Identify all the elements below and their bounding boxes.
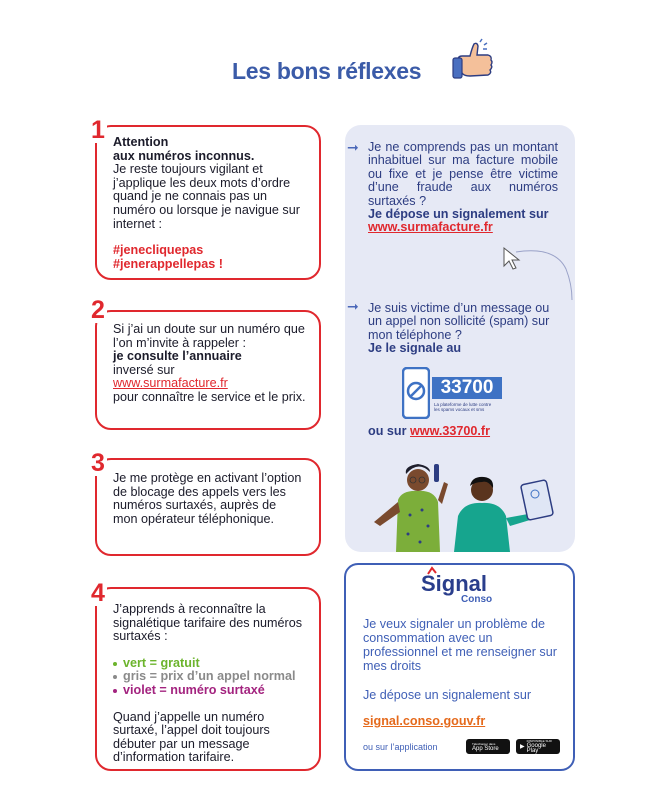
legend-label-green: vert = gratuit: [123, 655, 200, 670]
step-4-content: [113, 603, 311, 765]
panel-block-1-action: Je dépose un signalement sur: [368, 207, 549, 222]
step-number-1: 1: [91, 116, 105, 144]
or-on-label: ou sur: [368, 424, 407, 438]
bullet-dot: [113, 675, 117, 679]
step-2-line-3: pour connaître le service et le prix.: [113, 389, 306, 404]
google-play-badge[interactable]: [516, 739, 560, 754]
legend-item-green: [113, 657, 311, 671]
step-number-3: 3: [91, 449, 105, 477]
33700-link[interactable]: www.33700.fr: [409, 424, 491, 438]
panel-block-2: [368, 302, 560, 356]
logo-caption-1: La plateforme de lutte contre: [434, 402, 492, 407]
app-store-top-text: Télécharger dans: [472, 741, 496, 746]
arrow-right-icon: ➞: [347, 298, 359, 314]
step-1-body: Je reste toujours vigilant et j’applique les deux mots d’ordre quand je ne connais pas un numéro ou lorsque je navigue sur internet :: [113, 162, 300, 231]
legend-item-violet: [113, 684, 311, 698]
panel-block-1: [368, 141, 558, 235]
panel-surmafacture-link[interactable]: www.surmafacture.fr: [368, 220, 493, 235]
people-illustration: [360, 460, 560, 552]
signal-app-text: ou sur l’application: [363, 742, 438, 752]
bullet-dot: [113, 689, 117, 693]
step-2-bold: je consulte l’annuaire: [113, 349, 242, 364]
legend-label-grey: gris = prix d’un appel normal: [123, 669, 296, 684]
arrow-right-icon: ➞: [347, 139, 359, 155]
cursor-icon: [500, 244, 580, 304]
legend-item-grey: [113, 670, 311, 684]
step-2-line-1: Si j’ai un doute sur un numéro que l’on m’invite à rappeler :: [113, 322, 305, 350]
hashtag-jenecliquepas: #jenecliquepas: [113, 243, 204, 258]
phone-icon: [402, 367, 430, 419]
signal-logo-accent-icon: [426, 566, 446, 576]
panel-block-2-text: Je suis victime d’un message ou un appel non sollicité (spam) sur mon téléphone ?: [368, 301, 550, 342]
step-2-content: [113, 323, 311, 405]
app-store-label: App Store: [472, 745, 499, 752]
signal-conso-logo: [421, 572, 501, 612]
bullet-dot: [113, 662, 117, 666]
legend-label-violet: violet = numéro surtaxé: [123, 682, 265, 697]
signal-logo-sub: Conso: [461, 594, 493, 605]
step-2-line-2: inversé sur: [113, 362, 175, 377]
signal-conso-link[interactable]: signal.conso.gouv.fr: [363, 714, 486, 728]
step-4-outro: Quand j’appelle un numéro surtaxé, l’appel doit toujours débuter par un message d’information tarifaire.: [113, 709, 270, 765]
app-store-badge[interactable]: [466, 739, 510, 754]
step-1-content: [113, 136, 309, 271]
step-number-2: 2: [91, 296, 105, 324]
step-1-heading-1: Attention: [113, 135, 169, 149]
logo-33700-number: 33700: [432, 377, 502, 399]
thumbs-up-icon: [450, 38, 496, 84]
panel-or-line: [368, 425, 490, 438]
signal-body: Je veux signaler un problème de consommation avec un professionnel et me renseigner sur mes droits: [363, 617, 557, 673]
logo-33700: [402, 367, 502, 419]
google-play-icon: ▶: [520, 744, 525, 750]
hashtag-jenerappellepas: #jenerappellepas !: [113, 256, 223, 271]
signal-action: Je dépose un signalement sur: [363, 688, 532, 702]
step-number-4: 4: [91, 579, 105, 607]
page-title: Les bons réflexes: [232, 58, 422, 84]
signal-logo-main: Signal: [421, 571, 488, 596]
panel-block-2-action: Je le signale au: [368, 341, 462, 356]
logo-caption-2: les spams vocaux et sms: [434, 407, 485, 412]
step-4-intro: J’apprends à reconnaître la signalétique tarifaire des numéros surtaxés :: [113, 602, 303, 644]
surmafacture-link[interactable]: www.surmafacture.fr: [113, 376, 228, 391]
step-1-heading-2: aux numéros inconnus.: [113, 148, 255, 163]
google-play-top-text: DISPONIBLE SUR: [526, 739, 552, 743]
google-play-label: Google Play: [526, 743, 546, 754]
step-3-body: Je me protège en activant l’option de blocage des appels vers les numéros surtaxés, auprès de mon opérateur téléphonique.: [113, 471, 302, 526]
panel-block-1-text: Je ne comprends pas un montant inhabituel sur ma facture mobile ou fixe et je pense être victime d’une fraude aux numéros surtaxés ?: [368, 140, 558, 208]
